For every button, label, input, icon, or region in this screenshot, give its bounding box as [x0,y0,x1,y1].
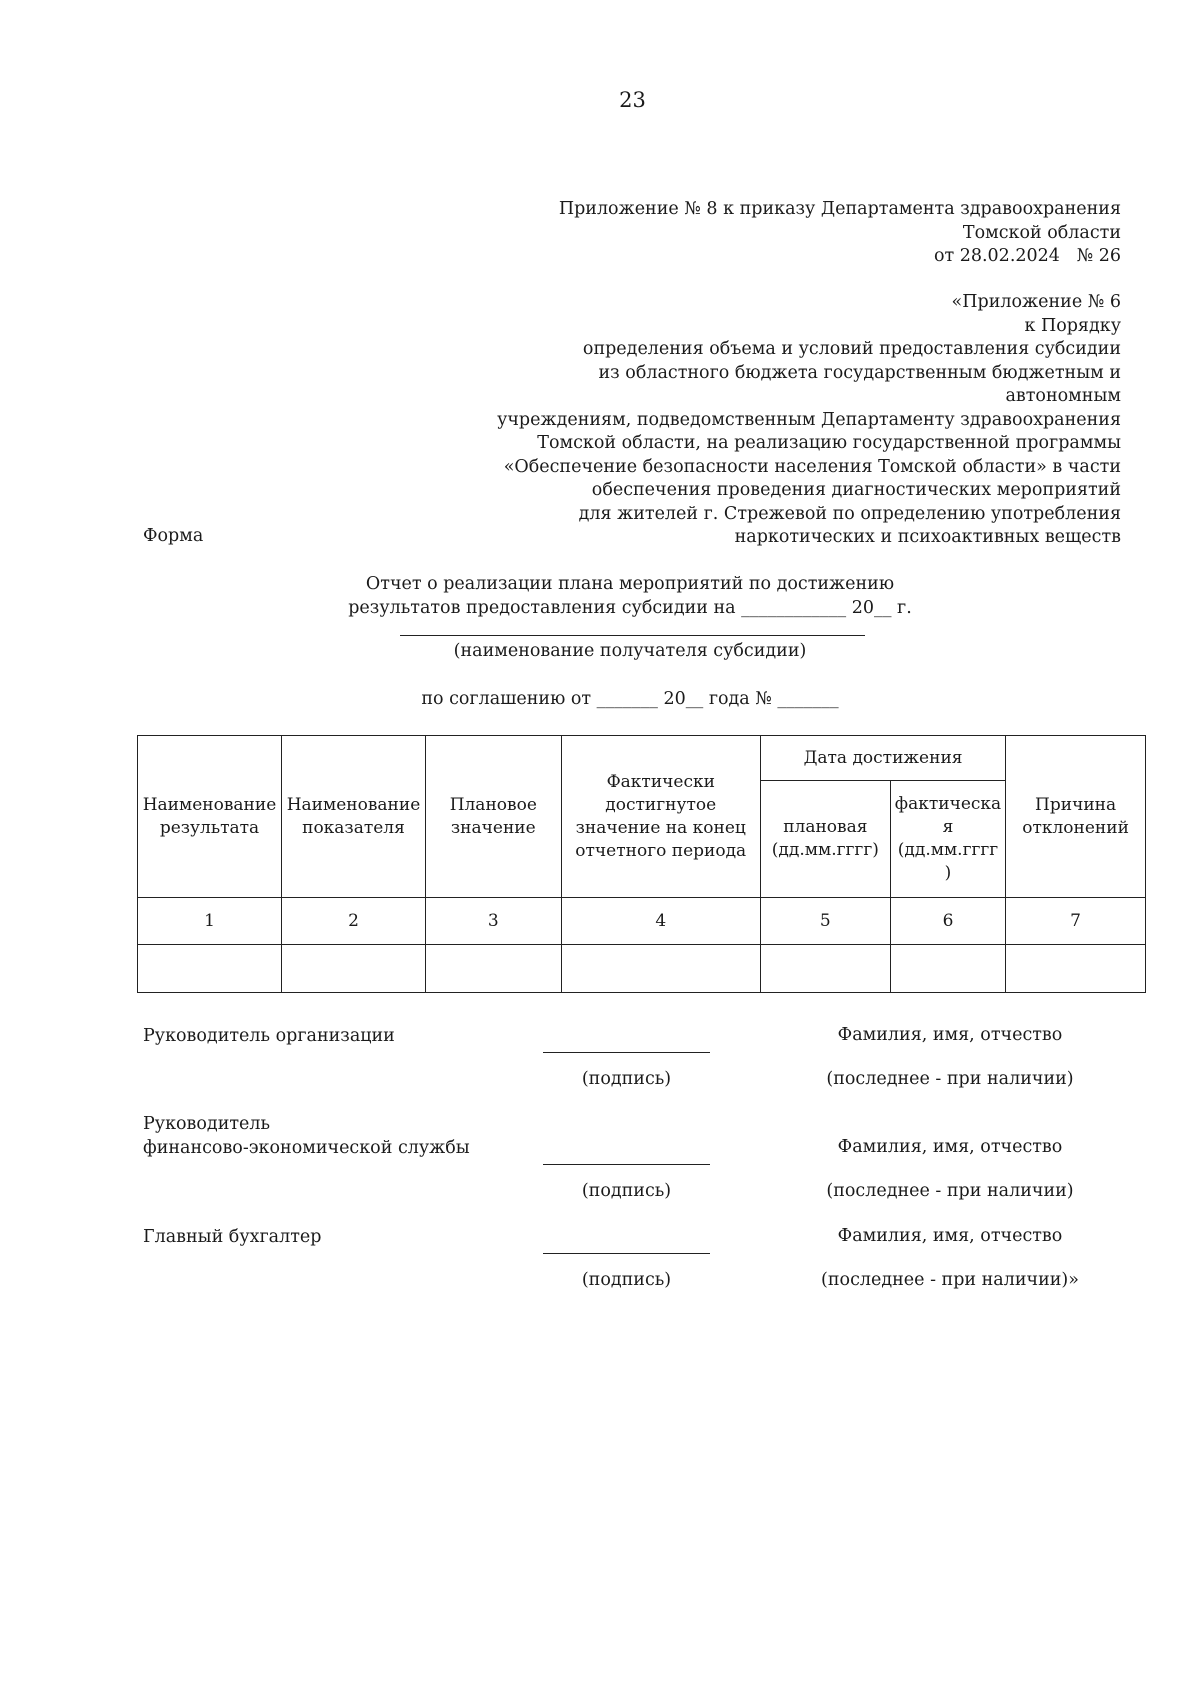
appendix-quote-line: учреждениям, подведомственным Департаменту здравоохранения [497,409,1121,430]
header-result-name: Наименование результата [138,736,282,898]
signature-role-line: финансово-экономической службы [143,1137,470,1158]
table-row [138,945,1146,993]
recipient-caption: (наименование получателя субсидии) [453,641,807,661]
column-number: 7 [1006,898,1146,945]
header-achievement-date: Дата достижения [760,736,1005,781]
column-number: 2 [281,898,425,945]
table-cell[interactable] [281,945,425,993]
table-cell[interactable] [425,945,561,993]
signature-line [543,1052,710,1053]
table-cell[interactable] [890,945,1005,993]
recipient-blank-line [400,635,865,636]
report-title [300,572,960,620]
agreement-line: по соглашению от _______ 20__ года № _______ [421,689,839,709]
appendix-quote-line: из областного бюджета государственным бюджетным и автономным [598,362,1121,406]
fio-label: Фамилия, имя, отчество [837,1025,1063,1045]
appendix-quote-line: определения объема и условий предоставления субсидии [582,339,1121,359]
header-planned-value: Плановое значение [425,736,561,898]
appendix-line: от 28.02.2024 № 26 [933,246,1121,266]
report-table [137,735,1146,993]
appendix-quote-line: «Обеспечение безопасности населения Томской области» в части [503,456,1121,477]
signature-caption: (подпись) [581,1181,672,1201]
signature-role-accountant: Главный бухгалтер [143,1227,322,1247]
header-actual-date: фактическа я (дд.мм.гггг ) [890,781,1005,898]
appendix-quote-line: Томской области, на реализацию государственной программы [537,433,1121,453]
signature-role-head: Руководитель организации [143,1026,395,1046]
report-title-line-1: Отчет о реализации плана мероприятий по достижению [365,574,895,594]
table-cell[interactable] [561,945,760,993]
signature-role-finance [143,1113,470,1160]
table-cell[interactable] [1006,945,1146,993]
appendix-line: Приложение № 8 к приказу Департамента здравоохранения [558,199,1121,219]
appendix-quote-line: для жителей г. Стрежевой по определению употребления [578,503,1121,524]
fio-caption: (последнее - при наличии) [826,1181,1074,1201]
table-header-row [138,736,1146,781]
header-deviation-reason: Причина отклонений [1006,736,1146,898]
column-number: 5 [760,898,890,945]
fio-label: Фамилия, имя, отчество [837,1226,1063,1246]
signature-line [543,1253,710,1254]
table-column-numbers-row [138,898,1146,945]
page-number: 23 [619,88,646,112]
signature-role-line: Руководитель [143,1114,271,1134]
appendix-quote-line: обеспечения проведения диагностических мероприятий [591,480,1121,500]
appendix-header [559,198,1121,269]
column-number: 1 [138,898,282,945]
header-actual-value: Фактически достигнутое значение на конец отчетного периода [561,736,760,898]
appendix-quote-line: наркотических и психоактивных веществ [734,527,1121,547]
signature-line [543,1164,710,1165]
fio-label: Фамилия, имя, отчество [837,1137,1063,1157]
appendix-line: Томской области [962,222,1121,243]
fio-caption: (последнее - при наличии)» [821,1270,1079,1290]
appendix-quote [481,291,1121,550]
signature-caption: (подпись) [581,1069,672,1089]
form-label: Форма [143,526,204,546]
signature-caption: (подпись) [581,1270,672,1290]
appendix-quote-line: «Приложение № 6 [951,292,1121,312]
column-number: 4 [561,898,760,945]
column-number: 6 [890,898,1005,945]
appendix-quote-line: к Порядку [1024,315,1121,336]
column-number: 3 [425,898,561,945]
report-title-line-2: результатов предоставления субсидии на ____________ 20__ г. [348,598,912,618]
fio-caption: (последнее - при наличии) [826,1069,1074,1089]
header-planned-date: плановая (дд.мм.гггг) [760,781,890,898]
table-cell[interactable] [760,945,890,993]
table-cell[interactable] [138,945,282,993]
header-indicator-name: Наименование показателя [281,736,425,898]
